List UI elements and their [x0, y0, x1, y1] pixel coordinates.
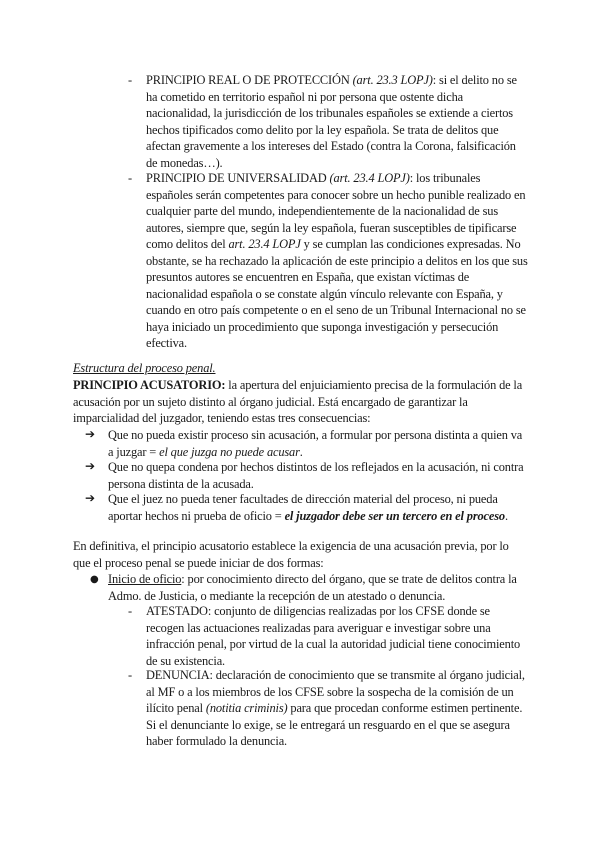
principio-acusatorio-paragraph	[73, 377, 529, 427]
denuncia-text-a: DENUNCIA: declaración de conocimiento que se transmite al órgano judicial, al MF o a los miembros de los CFSE sobre la sospecha de la comisión de un ilícito penal	[146, 668, 525, 715]
arrow-icon: ➔	[85, 491, 96, 505]
principio-universalidad-ref: (art. 23.4 LOPJ)	[329, 171, 410, 185]
consequence-text: Que no quepa condena por hechos distintos de los reflejados en la acusación, ni contra persona distinta de la acusada.	[108, 460, 524, 491]
atestado-item: ATESTADO: conjunto de diligencias realizadas por los CFSE donde se recogen las actuaciones realizadas para averiguar e investigar sobre una infracción penal, por virtud de la cual la autoridad judicial tiene conocimiento de su existencia.	[146, 604, 521, 668]
principio-real-item	[146, 72, 530, 171]
consequence-text: Que no pueda existir proceso sin acusación, a formular por persona distinta a quien va a juzgar =	[108, 428, 523, 459]
conclusion-paragraph: En definitiva, el principio acusatorio establece la exigencia de una acusación previa, por lo que el proceso penal se puede iniciar de dos formas:	[73, 539, 509, 570]
consequence-item	[108, 459, 528, 492]
principio-universalidad-text-a: : los tribunales españoles serán competentes para conocer sobre un hecho punible realizado en cualquier parte del mundo, independientemente de la nacionalidad de sus autores, siempre que, según la ley española, fueran susceptibles de tipificarse como delitos del	[146, 171, 526, 251]
inicio-de-oficio-label: Inicio de oficio	[108, 572, 182, 586]
denuncia-text-b: para que procedan conforme estimen pertinente. Si el denunciante lo exige, se le entregará un resguardo en el que se asegura haber formulado la denuncia.	[146, 701, 523, 748]
principio-acusatorio-text: la apertura del enjuiciamiento precisa de la formulación de la acusación por un sujeto distinto al órgano judicial. Está encargado de garantizar la imparcialidad del juzgador, teniendo estas tres consecuencias:	[73, 378, 523, 425]
principio-real-ref: (art. 23.3 LOPJ)	[352, 73, 433, 87]
consequence-end: .	[504, 508, 508, 523]
denuncia-item	[146, 667, 530, 750]
consequence-end: .	[299, 444, 303, 459]
principio-acusatorio-label: PRINCIPIO ACUSATORIO:	[73, 378, 226, 392]
arrow-icon: ➔	[85, 459, 96, 473]
dash-marker: -	[128, 668, 132, 682]
dash-marker: -	[128, 604, 132, 618]
notitia-criminis: (notitia criminis)	[205, 701, 288, 715]
principio-real-title: PRINCIPIO REAL O DE PROTECCIÓN	[146, 73, 350, 87]
principio-universalidad-title: PRINCIPIO DE UNIVERSALIDAD	[146, 171, 327, 185]
principio-real-text: : si el delito no se ha cometido en territorio español ni por persona que ostente dicha nacionalidad, la jurisdicción de los tribunales españoles se extiende a ciertos hechos tipificados como delito por la ley española. Se trata de delitos que afectan gravemente a los intereses del Estado (contra la Corona, falsificación de monedas…).	[146, 73, 517, 170]
principio-universalidad-ref-inline: art. 23.4 LOPJ	[228, 237, 301, 251]
section-title: Estructura del proceso penal.	[73, 361, 216, 375]
dash-marker: -	[128, 73, 132, 87]
principio-universalidad-text-b: y se cumplan las condiciones expresadas. No obstante, se ha rechazado la aplicación de este principio a delitos en los que sus presuntos autores se encuentren en España, que existan víctimas de nacionalidad española o se constate algún vínculo relevante con España, y cuando en otro país competente o en el seno de un Tribunal Internacional no se haya iniciado un procedimiento que suponga investigación y persecución efectiva.	[146, 237, 528, 350]
inicio-de-oficio-item	[108, 571, 528, 604]
consequence-item	[108, 491, 528, 524]
principio-universalidad-item	[146, 170, 530, 352]
consequence-emphasis: el que juzga no puede acusar	[159, 444, 300, 459]
consequence-emphasis: el juzgador debe ser un tercero en el proceso	[284, 508, 505, 523]
dash-marker: -	[128, 171, 132, 185]
inicio-de-oficio-text: : por conocimiento directo del órgano, que se trate de delitos contra la Admo. de Justicia, o mediante la recepción de un atestado o denuncia.	[108, 572, 517, 603]
consequence-text: Que el juez no pueda tener facultades de dirección material del proceso, ni pueda aportar hechos ni prueba de oficio =	[108, 492, 498, 523]
bullet-icon: ●	[90, 574, 99, 585]
arrow-icon: ➔	[85, 427, 96, 441]
consequence-item	[108, 427, 528, 460]
